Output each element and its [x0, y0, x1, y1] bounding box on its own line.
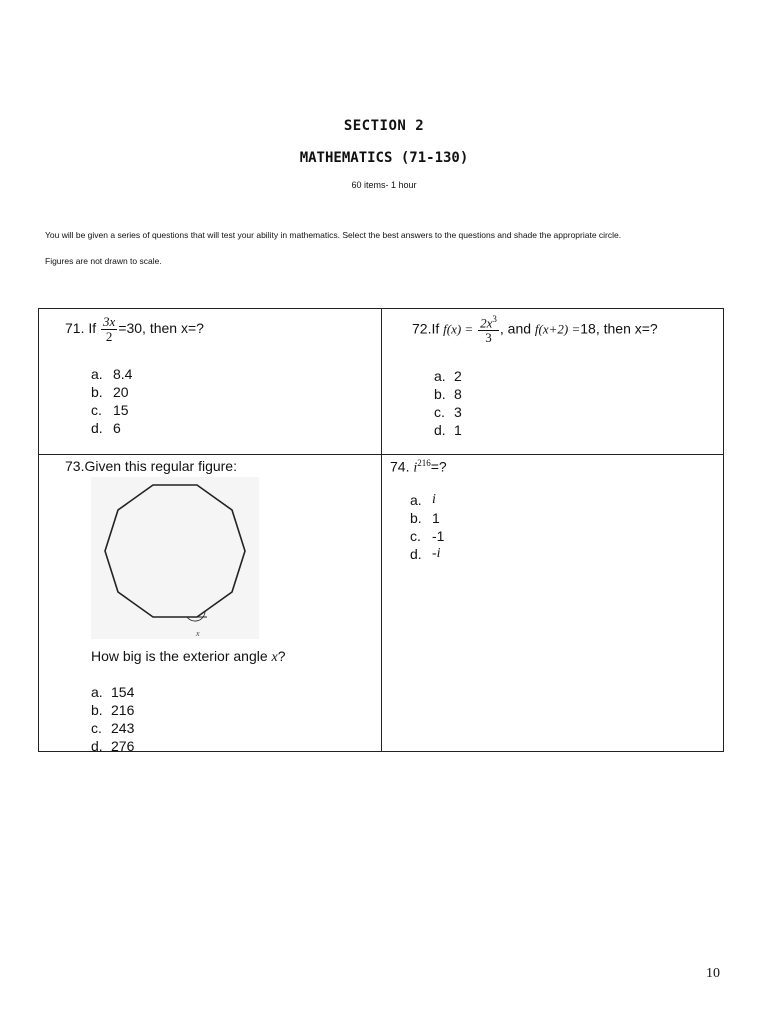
question-if: If — [88, 319, 97, 336]
option-c[interactable]: c. 243 — [91, 720, 135, 736]
question-74 — [382, 455, 723, 751]
question-text: Given this regular figure: — [84, 458, 237, 474]
option-b[interactable]: b. 1 — [410, 510, 440, 526]
fraction-denominator: 3 — [485, 329, 492, 345]
decagon-figure — [91, 477, 259, 639]
function-fx: f(x) = — [443, 321, 474, 337]
items-duration: 60 items- 1 hour — [351, 180, 417, 190]
option-c[interactable]: c. -1 — [410, 528, 445, 544]
option-b[interactable]: b. 216 — [91, 702, 135, 718]
options-list — [91, 365, 132, 437]
fraction — [101, 315, 117, 343]
question-72 — [382, 309, 723, 454]
option-a[interactable]: a. i — [410, 492, 436, 508]
question-72-stem — [412, 315, 658, 345]
fraction-denominator: 2 — [105, 328, 113, 344]
question-number: 73. — [65, 458, 85, 474]
question-73 — [39, 455, 381, 754]
question-74-stem — [390, 458, 447, 477]
question-rest: =30, then x=? — [118, 319, 204, 336]
figure-label: x — [196, 629, 200, 638]
option-b[interactable]: b. 20 — [91, 384, 129, 400]
option-d[interactable]: d. -i — [410, 546, 441, 562]
question-71-stem — [65, 315, 204, 343]
questions-table — [38, 308, 724, 752]
question-rest: 18, then x=? — [580, 320, 658, 337]
question-rest: =? — [430, 458, 447, 475]
option-b[interactable]: b. 8 — [434, 386, 462, 402]
question-number: 71. — [65, 319, 85, 336]
decagon-icon — [91, 477, 259, 639]
option-c[interactable]: c. 3 — [434, 404, 462, 420]
option-d[interactable]: d. 6 — [91, 420, 121, 436]
figures-note: Figures are not drawn to scale. — [45, 256, 162, 266]
option-c[interactable]: c. 15 — [91, 402, 129, 418]
option-a[interactable]: a. 154 — [91, 684, 135, 700]
question-73-prompt: How big is the exterior angle x? — [91, 648, 286, 665]
fraction-numerator: $2x^3$ — [480, 314, 497, 331]
option-d[interactable]: d. 1 — [434, 422, 462, 438]
options-list — [91, 683, 134, 755]
question-73-stem — [65, 458, 237, 474]
option-d[interactable]: d. 276 — [91, 738, 135, 754]
question-71 — [39, 309, 381, 454]
question-if: If — [431, 320, 440, 337]
subject-title: MATHEMATICS (71-130) — [299, 150, 469, 166]
options-list — [434, 367, 462, 439]
page-number: 10 — [706, 966, 720, 981]
option-a[interactable]: a. 2 — [434, 368, 462, 384]
question-number: 74. — [390, 458, 410, 475]
function-fx2: f(x+2) = — [534, 321, 581, 337]
imaginary-base: i — [413, 460, 418, 476]
options-list — [410, 491, 444, 563]
fraction — [478, 315, 499, 345]
fraction-numerator: 3x — [103, 314, 116, 329]
exponent: 216 — [417, 458, 431, 468]
section-title: SECTION 2 — [343, 118, 425, 134]
question-number: 72. — [412, 320, 432, 337]
instructions: You will be given a series of questions that will test your ability in mathematics. Select the best answers to the questions and shade the appropriate circle. — [45, 230, 622, 240]
option-a[interactable]: a. 8.4 — [91, 366, 133, 382]
question-and: , and — [499, 320, 532, 337]
